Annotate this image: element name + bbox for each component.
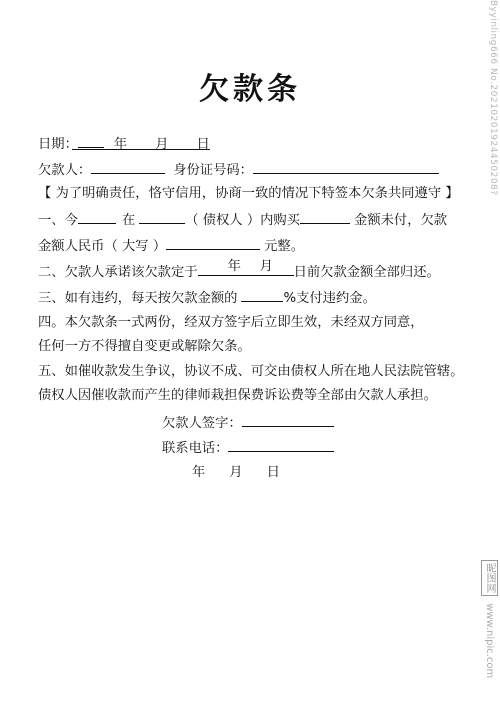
amount-suffix: 元整。 [264,239,305,254]
amount-words-blank[interactable] [166,236,260,250]
goods-blank[interactable] [300,210,350,224]
watermark-logo: 昵图网 [481,560,498,596]
clause-1-line-1 [38,210,447,230]
clause-3-suffix: %支付违约金。 [283,291,376,306]
penalty-rate-blank[interactable] [241,288,283,302]
date-day: 日 [196,137,210,152]
clause-5-line-2: 债权人因催收款而产生的律师栽担保费诉讼费等全部由欠款人承担。 [38,388,437,403]
repay-date-blank[interactable] [198,259,294,276]
debtor-label: 欠款人： [38,163,92,178]
amount-words-label: 金额人民币（ 大写 ） [38,239,167,254]
clause-4-line-2: 任何一方不得擅自变更或解除欠条。 [38,339,251,354]
document-title: 欠款条 [199,72,301,107]
bottom-date-year: 年 [192,465,206,480]
clause-1-creditor: （ 债权人 ）内购买 [185,213,301,228]
bottom-date-month: 月 [229,465,243,480]
bottom-date [192,464,280,482]
clause-2 [38,259,440,282]
clause-2-prefix: 二、欠款人承诺该欠款定于 [38,265,198,280]
clause-1-date-blank[interactable] [78,210,116,224]
clause-3 [38,288,376,308]
repay-year: 年 [227,259,241,274]
debtor-signature-blank[interactable] [242,413,334,427]
phone-blank[interactable] [228,438,334,452]
clause-1-line-2 [38,236,304,256]
clause-3-prefix: 三、如有违约，每天按欠款金额的 [38,291,238,306]
date-year: 年 [113,137,128,152]
id-number-blank[interactable] [253,160,439,174]
watermark-url: www.nipic.com [484,603,495,679]
date-underline [72,134,210,150]
clause-4-line-1: 四。本欠款条一式两份，经双方签字后立即生效，未经双方同意， [38,315,424,330]
bottom-watermark [482,560,498,707]
clause-1-at: 在 [121,213,136,228]
debtor-name-blank[interactable] [91,160,165,174]
preamble: 【 为了明确责任，恪守信用，协商一致的情况下特签本欠条共同遵守 】 [38,186,459,201]
phone-line [162,438,334,458]
clause-1-prefix: 一、今 [38,213,78,228]
phone-label: 联系电话： [162,441,229,456]
clause-5-line-1: 五、如催收款发生争议，协议不成、可交由债权人所在地人民法院管辖。 [38,364,464,379]
id-number-label: 身份证号码： [173,163,253,178]
clause-2-suffix: 日前欠款金额全部归还。 [293,265,440,280]
creditor-name-blank[interactable] [139,210,185,224]
bottom-date-day: 日 [266,465,280,480]
date-label: 日期： [38,137,78,152]
clause-1-unpaid: 金额未付，欠款 [354,213,448,228]
debtor-signature-line [162,413,334,433]
repay-month: 月 [259,259,273,274]
date-month: 月 [155,137,169,152]
debtor-line [38,160,439,180]
side-watermark: Byyinling666 No.20210201924450208? [488,0,498,196]
debtor-signature-label: 欠款人签字： [162,416,242,431]
